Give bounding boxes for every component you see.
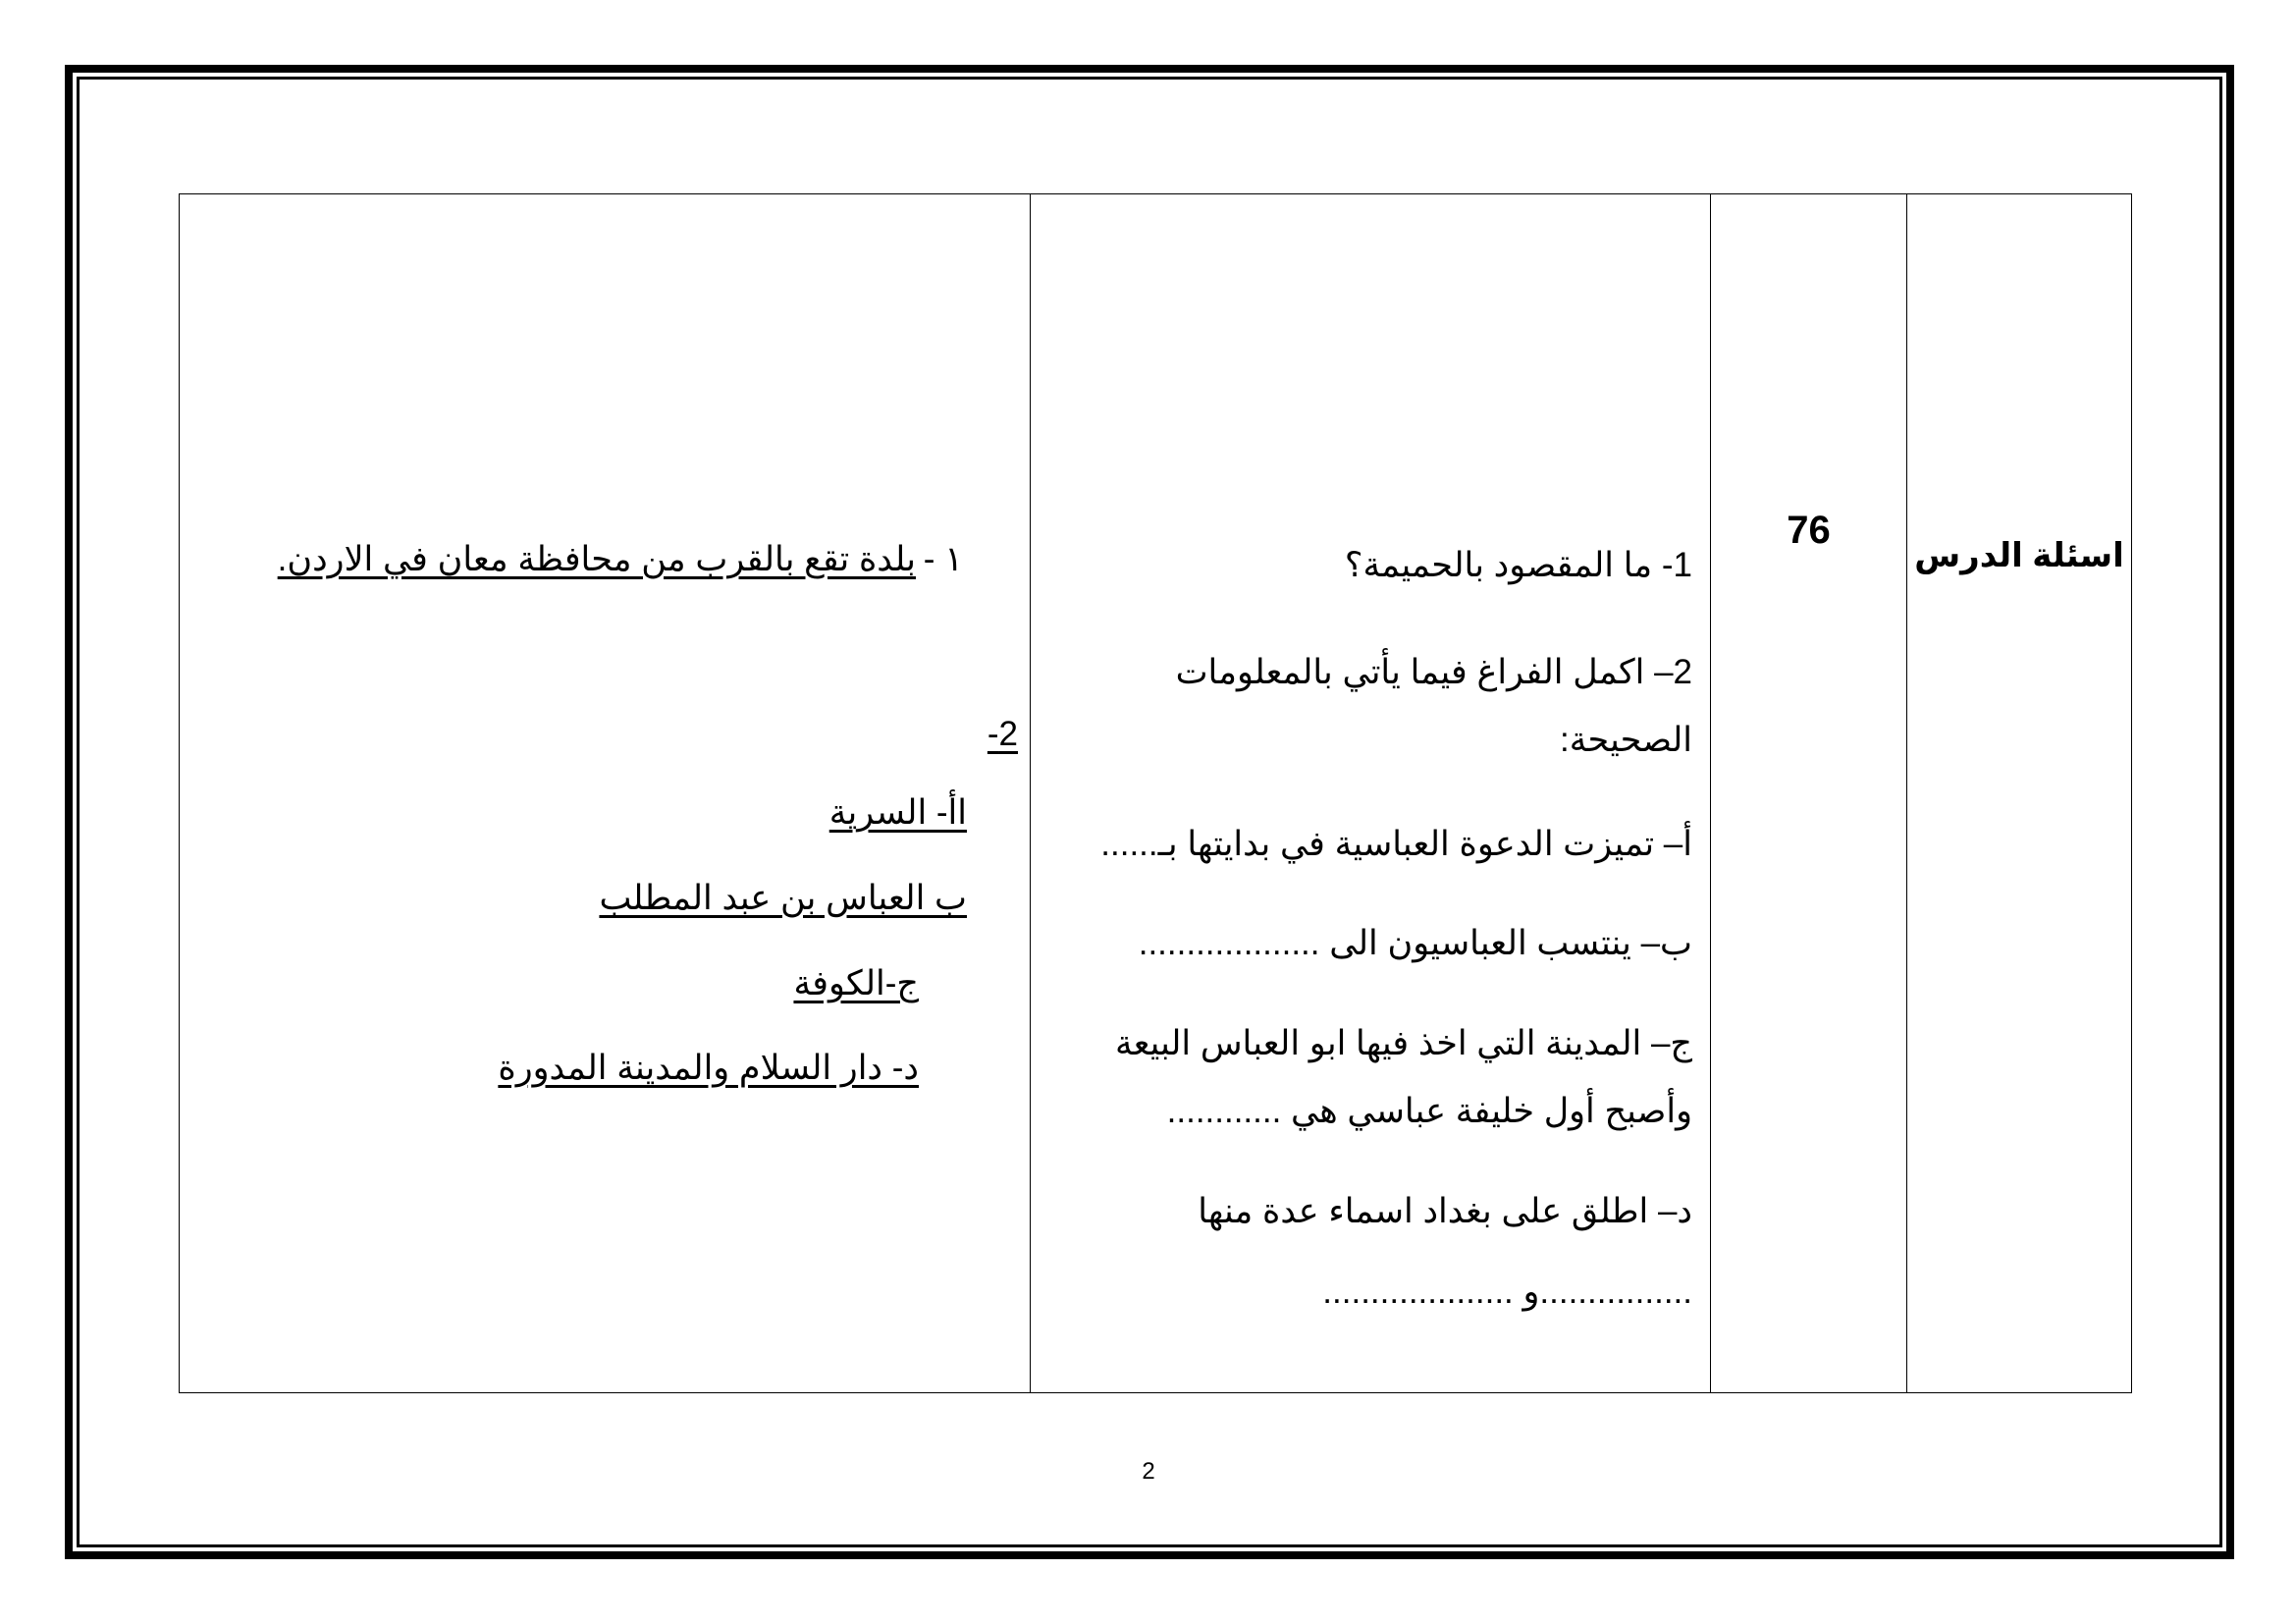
answer-1: بلدة تقع بالقرب من محافظة معان في الاردن. xyxy=(277,540,916,578)
answer-1-number: ١ - xyxy=(923,540,963,578)
answer-2d: د- دار السلام والمدينة المدورة xyxy=(498,1049,919,1087)
title-cell xyxy=(1907,194,2132,1393)
answer-2-number: 2- xyxy=(987,715,1018,753)
question-2a: أ– تميزت الدعوة العباسية في بدايتها بـ...... xyxy=(1100,825,1692,863)
question-2c-line-2: وأصبح أول خليفة عباسي هي ............ xyxy=(1166,1092,1692,1130)
question-1: 1- ما المقصود بالحميمة؟ xyxy=(1344,546,1692,584)
page-reference: 76 xyxy=(1787,509,1831,552)
answers-cell xyxy=(180,194,1031,1393)
page-number: 2 xyxy=(1142,1458,1155,1485)
question-2-line-1: 2– اكمل الفراغ فيما يأتي بالمعلومات xyxy=(1175,653,1692,691)
question-2-line-2: الصحيحة: xyxy=(1560,721,1692,759)
answer-2c: ج-الكوفة xyxy=(793,964,919,1002)
answer-2b: ب العباس بن عبد المطلب xyxy=(599,879,967,917)
lesson-questions-title: اسئلة الدرس xyxy=(1914,537,2124,574)
question-2d-line-1: د– اطلق على بغداد اسماء عدة منها xyxy=(1198,1192,1692,1230)
page-ref-cell xyxy=(1711,194,1907,1393)
question-2c-line-1: ج– المدينة التي اخذ فيها ابو العباس البيعة xyxy=(1114,1024,1692,1062)
table-row xyxy=(180,194,2132,1393)
lesson-questions-table xyxy=(179,193,2132,1393)
question-2b: ب– ينتسب العباسيون الى ................... xyxy=(1138,924,1692,962)
answer-2a: اأ- السرية xyxy=(828,793,967,832)
question-2d-line-2: ................و .................... xyxy=(1322,1272,1692,1311)
questions-cell xyxy=(1031,194,1711,1393)
